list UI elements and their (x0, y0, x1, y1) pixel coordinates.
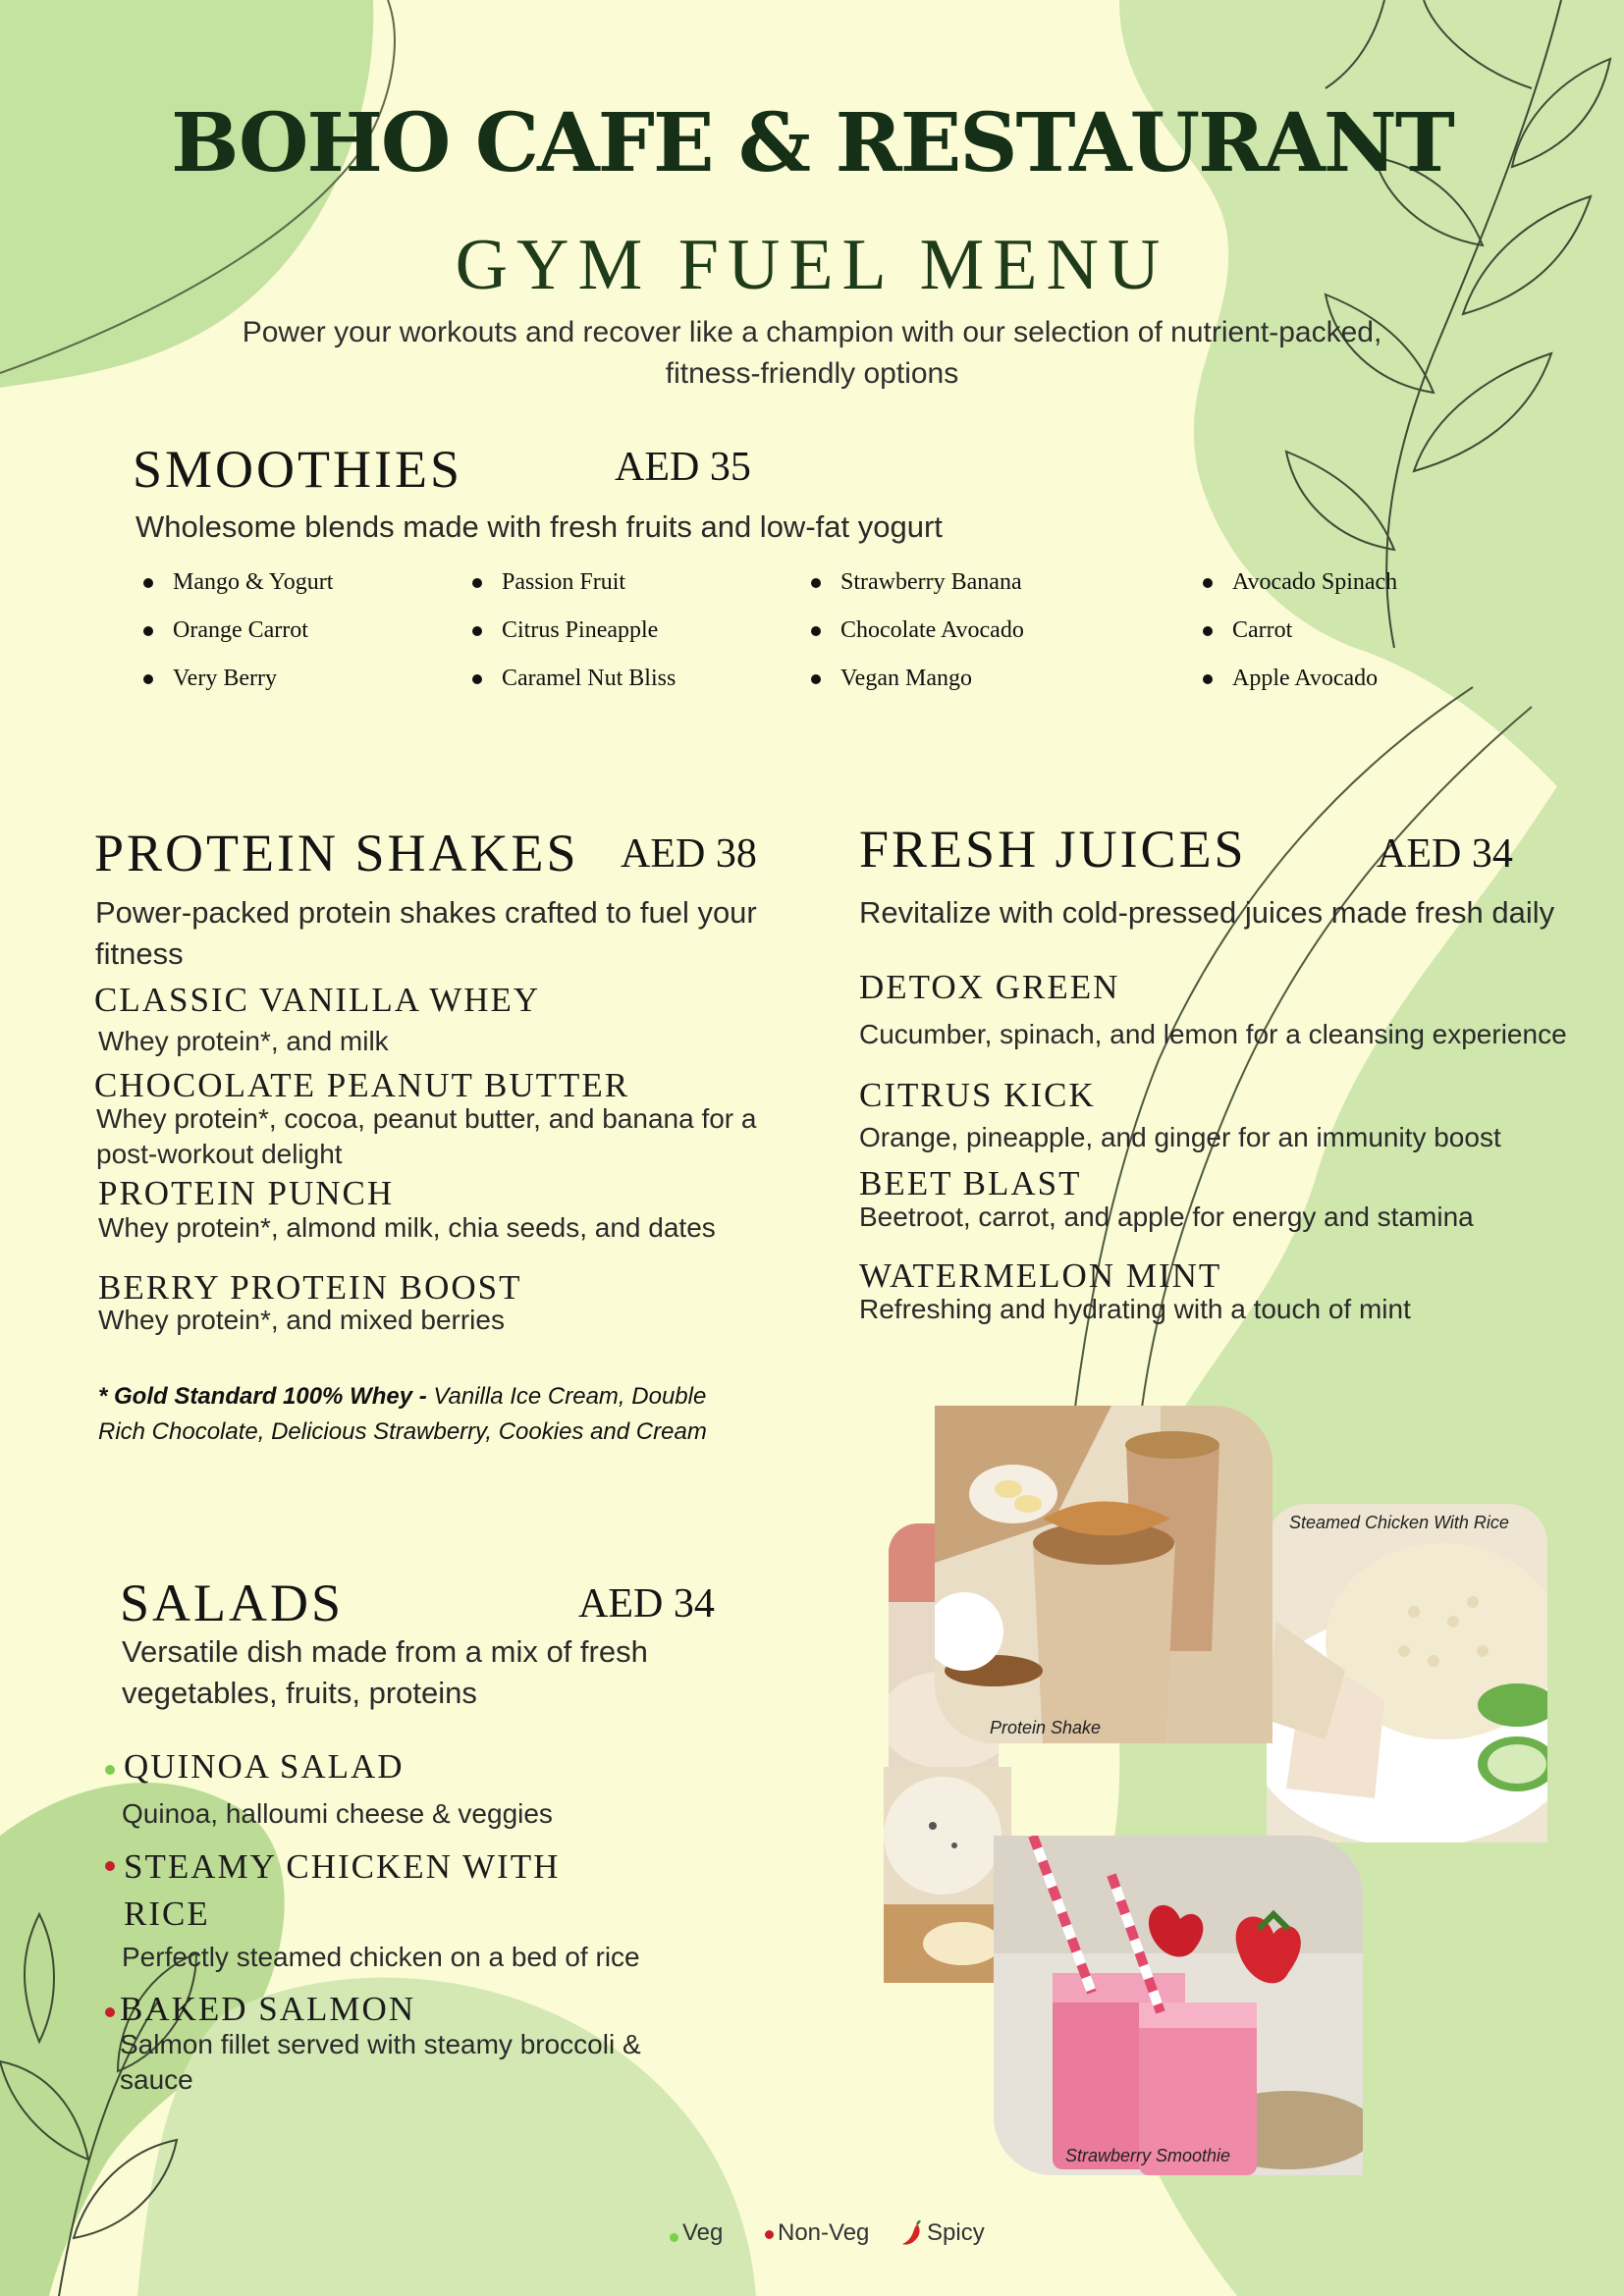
juice-item-name: WATERMELON MINT (859, 1256, 1222, 1295)
salad-item-name: BAKED SALMON (120, 1990, 416, 2028)
smoothies-title: SMOOTHIES (133, 440, 463, 499)
intro-text: Power your workouts and recover like a champion with our selection of nutrient-packed, fitness-friendly options (242, 316, 1382, 390)
protein-shake-caption: Protein Shake (990, 1718, 1102, 1737)
smoothie-item: Citrus Pineapple (502, 617, 659, 643)
strawberry-smoothie-photo (994, 1836, 1363, 2175)
legend-non-veg-icon (765, 2230, 774, 2239)
protein-item-description: Whey protein*, and mixed berries (98, 1305, 505, 1335)
smoothie-item: Orange Carrot (173, 617, 308, 643)
smoothie-item: Chocolate Avocado (840, 617, 1024, 643)
strawberry-smoothie-caption: Strawberry Smoothie (1065, 2146, 1231, 2165)
collage-strip-bottom (884, 1767, 1011, 1983)
smoothie-item: Caramel Nut Bliss (502, 666, 677, 691)
fresh-juices-price: AED 34 (1377, 831, 1513, 877)
protein-item-name: BERRY PROTEIN BOOST (98, 1268, 522, 1307)
salad-item-description: Perfectly steamed chicken on a bed of rice (122, 1942, 640, 1972)
chicken-rice-photo (1267, 1504, 1547, 1842)
chicken-rice-caption: Steamed Chicken With Rice (1289, 1513, 1509, 1532)
protein-item-name: CLASSIC VANILLA WHEY (94, 981, 541, 1019)
smoothie-item: Passion Fruit (502, 569, 626, 595)
whey-footnote-flavors: Vanilla Ice Cream, Double Rich Chocolate, Delicious Strawberry, Cookies and Cream (98, 1383, 707, 1445)
smoothie-item: Very Berry (173, 666, 277, 691)
salads-price: AED 34 (578, 1581, 715, 1627)
salad-item-name: STEAMY CHICKEN WITH RICE (124, 1847, 561, 1933)
fresh-juices-title: FRESH JUICES (859, 820, 1247, 879)
juice-item-description: Beetroot, carrot, and apple for energy and stamina (859, 1201, 1474, 1232)
non-veg-dot-icon (105, 1861, 115, 1871)
juice-item-name: DETOX GREEN (859, 968, 1120, 1006)
salad-item-name: QUINOA SALAD (124, 1747, 405, 1786)
protein-item-name: CHOCOLATE PEANUT BUTTER (94, 1066, 630, 1104)
smoothie-item: Strawberry Banana (840, 569, 1022, 595)
legend-spicy-label: Spicy (927, 2219, 985, 2246)
protein-shakes-price: AED 38 (621, 831, 757, 877)
non-veg-dot-icon (105, 2007, 115, 2017)
restaurant-title: BOHO CAFE & RESTAURANT (171, 96, 1453, 190)
legend-non-veg-label: Non-Veg (778, 2219, 870, 2246)
protein-shake-photo (935, 1406, 1272, 1743)
protein-shakes-title: PROTEIN SHAKES (94, 824, 579, 882)
juice-item-name: BEET BLAST (859, 1164, 1082, 1202)
smoothie-item: Avocado Spinach (1232, 569, 1398, 595)
legend-veg-icon (670, 2233, 678, 2242)
whey-footnote-brand: * Gold Standard 100% Whey - (98, 1383, 434, 1410)
salads-title: SALADS (120, 1574, 345, 1632)
protein-item-description: Whey protein*, almond milk, chia seeds, and dates (98, 1212, 716, 1243)
smoothies-description: Wholesome blends made with fresh fruits and low-fat yogurt (135, 509, 943, 544)
legend-veg-label: Veg (682, 2219, 724, 2246)
protein-item-description: Whey protein*, cocoa, peanut butter, and banana for a post-workout delight (96, 1103, 757, 1169)
smoothie-item: Mango & Yogurt (173, 569, 334, 595)
salad-item-description: Quinoa, halloumi cheese & veggies (122, 1798, 553, 1829)
smoothie-item: Apple Avocado (1232, 666, 1379, 691)
salads-description: Versatile dish made from a mix of fresh vegetables, fruits, proteins (122, 1634, 648, 1710)
chili-icon (901, 2220, 923, 2246)
smoothie-item: Carrot (1232, 617, 1293, 643)
smoothie-item: Vegan Mango (840, 666, 972, 691)
juice-item-description: Cucumber, spinach, and lemon for a cleansing experience (859, 1019, 1567, 1049)
protein-shakes-description: Power-packed protein shakes crafted to fuel your fitness (95, 895, 757, 971)
whey-footnote (98, 1379, 707, 1450)
salad-item-description: Salmon fillet served with steamy broccoli & sauce (120, 2029, 641, 2095)
veg-dot-icon (105, 1765, 115, 1775)
protein-item-name: PROTEIN PUNCH (98, 1174, 395, 1212)
protein-item-description: Whey protein*, and milk (98, 1026, 389, 1056)
juice-item-name: CITRUS KICK (859, 1076, 1096, 1114)
fresh-juices-description: Revitalize with cold-pressed juices made fresh daily (859, 895, 1555, 930)
juice-item-description: Refreshing and hydrating with a touch of mint (859, 1294, 1411, 1324)
juice-item-description: Orange, pineapple, and ginger for an immunity boost (859, 1122, 1501, 1152)
menu-title: GYM FUEL MENU (455, 225, 1169, 305)
smoothies-price: AED 35 (615, 445, 751, 490)
